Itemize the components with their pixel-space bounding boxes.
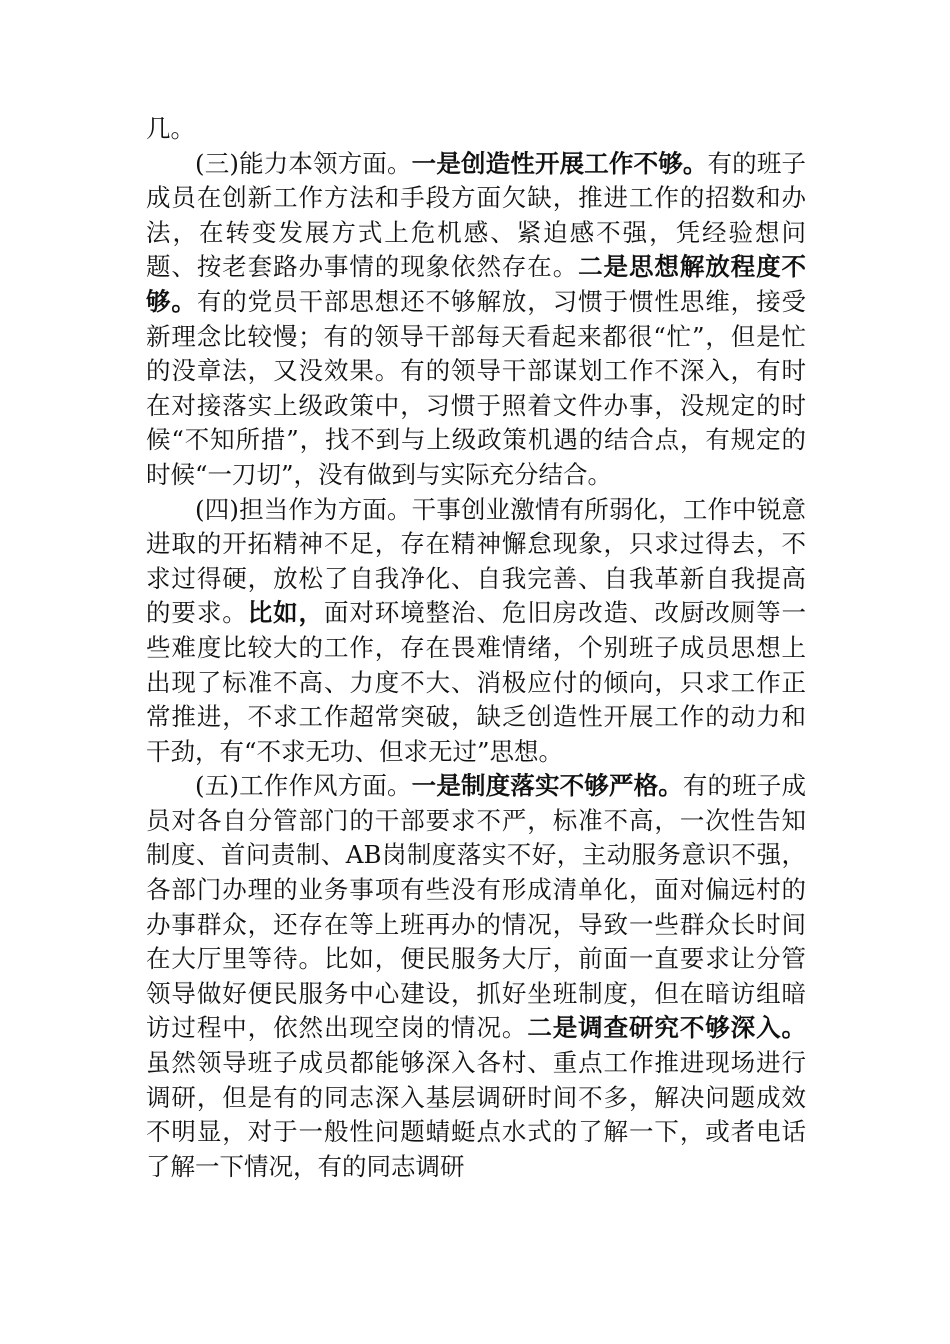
bold-point: 二是思想解放程度不够。 [146,252,806,316]
text-run: (四)担当作为方面。干事创业激情有所弱化，工作中锐意进取的开拓精神不足，存在精神懈怠现象，只求过得去，不求过得硬，放松了自我净化、自我完善、自我革新自我提高的要求。 [146,494,806,628]
text-run: 虽然领导班子成员都能够深入各村、重点工作推进现场进行调研，但是有的同志深入基层调研时间不多，解决问题成效不明显，对于一般性问题蜻蜓点水式的了解一下，或者电话了解一下情况，有的同志调研 [146,1048,806,1181]
section-heading: (五)工作作风方面。 [195,771,412,801]
section-heading: (三)能力本领方面。 [195,148,412,178]
paragraph-ability [146,147,806,493]
paragraph-work-style [146,769,806,1184]
text-run: 几。 [146,114,195,143]
paragraph-responsibility [146,493,806,770]
paragraph [146,112,806,147]
text-run: 面对环境整治、危旧房改造、改厨改厕等一些难度比较大的工作，存在畏难情绪，个别班子成员思想上出现了标准不高、力度不大、消极应付的倾向，只求工作正常推进，不求工作超常突破，缺乏创造性开展工作的动力和干劲，有“不求无功、但求无过”思想。 [146,598,807,766]
text-run: 有的班子成员在创新工作方法和手段方面欠缺，推进工作的招数和办法，在转变发展方式上危机感、紧迫感不强，凭经验想问题、按老套路办事情的现象依然存在。 [146,148,806,282]
bold-point: 比如， [247,598,324,628]
bold-point: 二是调查研究不够深入。 [527,1013,807,1043]
text-run: 有的班子成员对各自分管部门的干部要求不严，标准不高，一次性告知制度、首问责制、AB岗制度落实不好，主动服务意识不强，各部门办理的业务事项有些没有形成清单化，面对偏远村的办事群众，还存在等上班再办的情况，导致一些群众长时间在大厅里等待。比如，便民服务大厅，前面一直要求让分管领导做好便民服务中心建设，抓好坐班制度，但在暗访组暗访过程中，依然出现空岗的情况。 [146,771,807,1043]
text-run: 有的党员干部思想还不够解放，习惯于惯性思维，接受新理念比较慢；有的领导干部每天看起来都很“忙”，但是忙的没章法，又没效果。有的领导干部谋划工作不深入，有时在对接落实上级政策中，习惯于照着文件办事，没规定的时候“不知所措”，找不到与上级政策机遇的结合点，有规定的时候“一刀切”，没有做到与实际充分结合。 [146,286,807,489]
bold-point: 一是制度落实不够严格。 [411,771,683,801]
document-body [146,112,806,1184]
bold-point: 一是创造性开展工作不够。 [411,148,708,178]
